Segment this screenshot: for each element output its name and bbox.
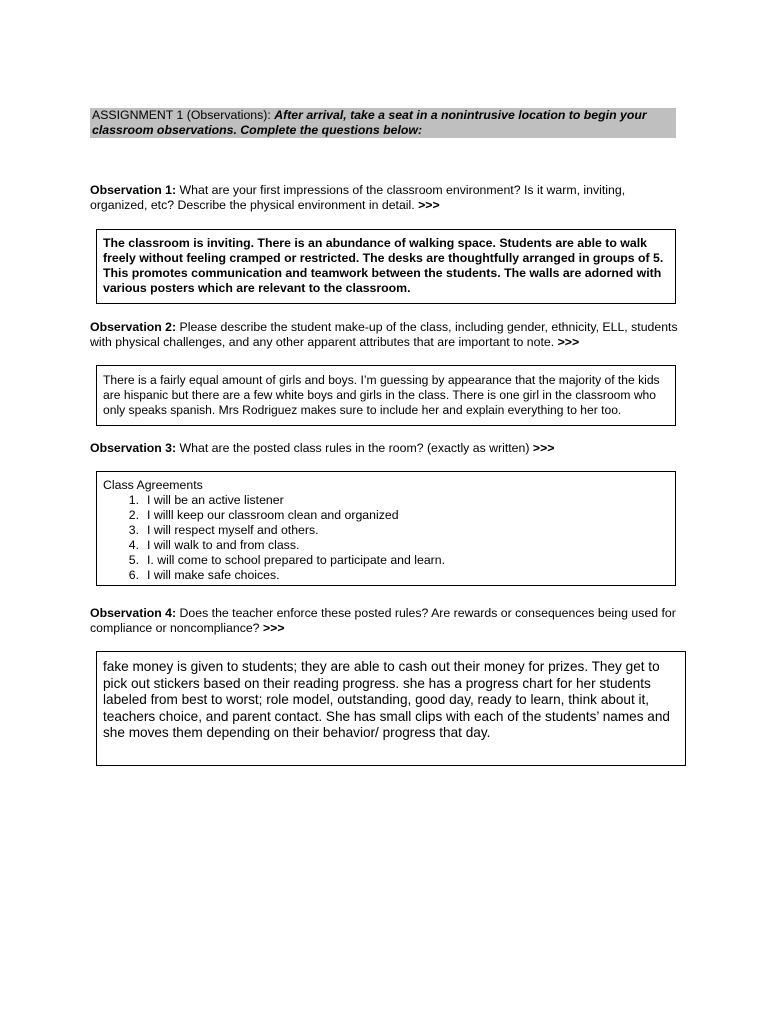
rule-text: I willl keep our classroom clean and organized: [147, 508, 399, 522]
observation-3-prompt: What are the posted class rules in the room? (exactly as written): [179, 441, 530, 455]
observation-2-prompt: Please describe the student make-up of the class, including gender, ethnicity, ELL, students with physical challenges, and any other apparent attributes that are important to note.: [90, 320, 678, 349]
observation-3-answer-box: [96, 471, 676, 586]
rule-item: [103, 508, 669, 523]
rule-number: 1.: [128, 493, 139, 507]
observation-3-question: [90, 441, 680, 456]
assignment-title: ASSIGNMENT 1 (Observations):: [92, 108, 271, 122]
class-rules-list: [103, 493, 669, 583]
observation-3-arrows: >>>: [532, 441, 555, 455]
observation-4-answer-box: [96, 651, 686, 766]
observation-4-arrows: >>>: [262, 621, 285, 635]
observation-2-answer-box: [96, 365, 676, 426]
rule-item: [103, 553, 669, 568]
rule-text: I will make safe choices.: [147, 568, 280, 582]
observation-1-answer-box: [96, 229, 676, 304]
rule-text: I. will come to school prepared to participate and learn.: [147, 553, 446, 567]
observation-1-answer: The classroom is inviting. There is an abundance of walking space. Students are able to walk freely without feeling cramped or restricted. The desks are thoughtfully arranged in groups of 5. This promotes communication and teamwork between the students. The walls are adorned with various posters which are relevant to the classroom.: [103, 236, 664, 295]
observation-3-label: Observation 3:: [90, 441, 177, 455]
observation-1-arrows: >>>: [418, 198, 440, 212]
rule-item: [103, 523, 669, 538]
observation-1-label: Observation 1:: [90, 183, 177, 197]
rule-text: I will walk to and from class.: [147, 538, 300, 552]
rule-number: 2.: [128, 508, 139, 522]
rule-text: I will respect myself and others.: [147, 523, 319, 537]
assignment-instructions: After arrival, take a seat in a nonintrusive location to begin your classroom observations. Complete the questions below:: [92, 108, 647, 137]
rule-item: [103, 493, 669, 508]
observation-4-answer: fake money is given to students; they are able to cash out their money for prizes. They get to pick out stickers based on their reading progress. she has a progress chart for her students labeled from best to worst; role model, outstanding, good day, ready to learn, think about it, teachers choice, and parent contact. She has small clips with each of the students’ names and she moves them depending on their behavior/ progress that day.: [103, 659, 670, 740]
rule-number: 3.: [128, 523, 139, 537]
rule-number: 5.: [128, 553, 139, 567]
observation-2-answer: There is a fairly equal amount of girls and boys. I’m guessing by appearance that the majority of the kids are hispanic but there are a few white boys and girls in the class. There is one girl in the classroom who only speaks spanish. Mrs Rodriguez makes sure to include her and explain everything to her too.: [103, 373, 660, 417]
observation-2-label: Observation 2:: [90, 320, 177, 334]
observation-4-question: [90, 606, 680, 636]
observation-2-question: [90, 320, 680, 350]
rule-number: 6.: [128, 568, 139, 582]
rule-item: [103, 568, 669, 583]
observation-4-label: Observation 4:: [90, 606, 177, 620]
rule-number: 4.: [128, 538, 139, 552]
observation-2-arrows: >>>: [557, 335, 580, 349]
assignment-header: [90, 108, 676, 138]
observation-4-prompt: Does the teacher enforce these posted rules? Are rewards or consequences being used for compliance or noncompliance?: [90, 606, 676, 635]
observation-1-question: [90, 183, 680, 213]
rule-text: I will be an active listener: [147, 493, 284, 507]
observation-1-prompt: What are your first impressions of the classroom environment? Is it warm, inviting, organized, etc? Describe the physical environment in detail.: [90, 183, 626, 212]
rule-item: [103, 538, 669, 553]
class-agreements-title: Class Agreements: [103, 478, 203, 492]
